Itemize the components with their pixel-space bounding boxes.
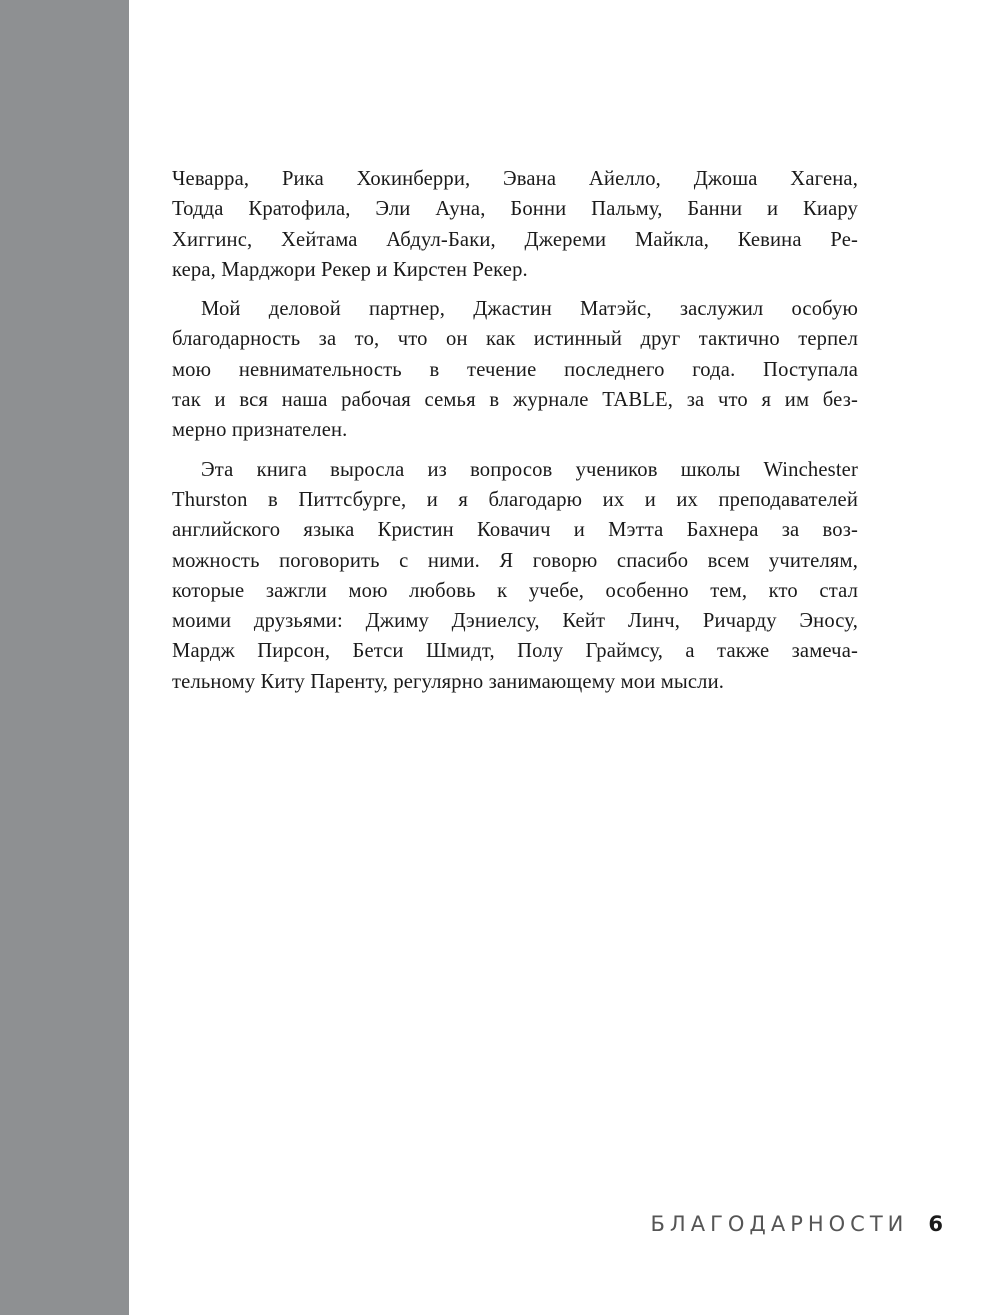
text-line: мою невнимательность в течение последнего года. Поступала	[172, 358, 858, 381]
body-text	[172, 164, 858, 706]
text-line: Хиггинс, Хейтама Абдул-Баки, Джереми Майкла, Кевина Ре-	[172, 228, 858, 251]
paragraph-1	[172, 164, 858, 285]
running-footer	[0, 1212, 943, 1236]
page-number: 6	[928, 1212, 943, 1236]
text-line: английского языка Кристин Ковачич и Мэтта Бахнера за воз-	[172, 519, 858, 542]
text-line: так и вся наша рабочая семья в журнале TABLE, за что я им без-	[172, 389, 858, 412]
section-title: БЛАГОДАРНОСТИ	[650, 1212, 909, 1236]
text-line: тельному Киту Паренту, регулярно занимающему мои мысли.	[172, 670, 725, 693]
text-line: Тодда Кратофила, Эли Ауна, Бонни Пальму, Банни и Киару	[172, 198, 858, 221]
text-line: можность поговорить с ними. Я говорю спасибо всем учителям,	[172, 549, 858, 572]
text-line: Мардж Пирсон, Бетси Шмидт, Полу Граймсу, а также замеча-	[172, 640, 858, 663]
text-line: мерно признателен.	[172, 419, 348, 442]
text-line: кера, Марджори Рекер и Кирстен Рекер.	[172, 258, 528, 281]
text-line: моими друзьями: Джиму Дэниелсу, Кейт Линч, Ричарду Эносу,	[172, 610, 858, 633]
text-line: которые зажгли мою любовь к учебе, особенно тем, кто стал	[172, 579, 858, 602]
text-line: благодарность за то, что он как истинный друг тактично терпел	[172, 328, 858, 351]
text-line: Эта книга выросла из вопросов учеников школы Winchester	[201, 458, 858, 481]
text-line: Мой деловой партнер, Джастин Матэйс, заслужил особую	[201, 298, 858, 321]
paragraph-3	[172, 455, 858, 697]
text-line: Thurston в Питтсбурге, и я благодарю их и их преподавателей	[172, 488, 858, 511]
paragraph-2	[172, 294, 858, 445]
side-color-band	[0, 0, 129, 1315]
text-line: Чеварра, Рика Хокинберри, Эвана Айелло, Джоша Хагена,	[172, 168, 858, 190]
